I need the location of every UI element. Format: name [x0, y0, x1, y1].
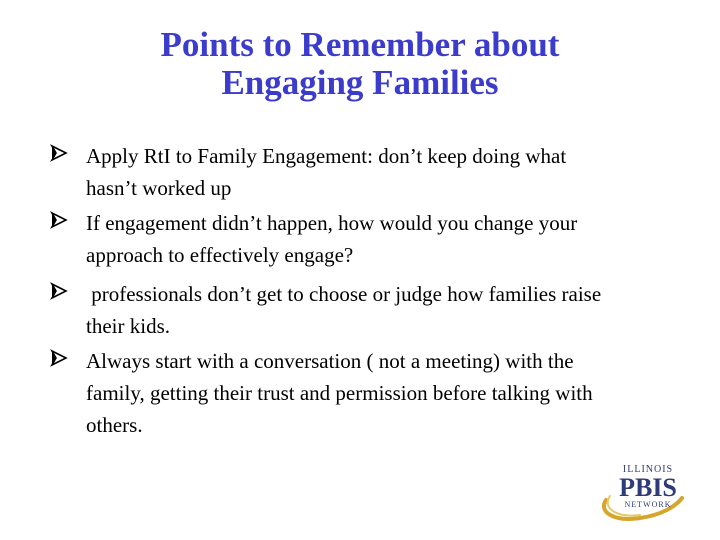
arrow-bullet-icon — [50, 349, 68, 367]
bullet-line: their kids. — [86, 314, 170, 338]
bullet-line: Apply RtI to Family Engagement: don’t keep doing what — [86, 144, 567, 168]
bullet-line: others. — [86, 413, 143, 437]
bullet-line: professionals don’t get to choose or judge how families raise — [86, 282, 602, 306]
bullet-text — [86, 140, 686, 204]
arrow-bullet-icon — [50, 144, 68, 162]
bullet-text — [86, 207, 686, 271]
title-line-2: Engaging Families — [221, 63, 499, 102]
bullet-line: approach to effectively engage? — [86, 243, 354, 267]
logo-top-text: ILLINOIS — [622, 464, 674, 475]
arrow-bullet-icon — [50, 211, 68, 229]
bullet-line: family, getting their trust and permission before talking with — [86, 381, 593, 405]
illinois-pbis-network-logo — [592, 460, 692, 524]
title-line-1: Points to Remember about — [160, 25, 560, 64]
bullet-line: hasn’t worked up — [86, 176, 232, 200]
logo-bottom-text: NETWORK — [624, 500, 672, 509]
arrow-bullet-icon — [50, 282, 68, 300]
logo-main-text: PBIS — [619, 473, 677, 502]
bullet-line: If engagement didn’t happen, how would you change your — [86, 211, 578, 235]
bullet-text — [86, 345, 686, 441]
bullet-text — [86, 278, 686, 342]
bullet-line: Always start with a conversation ( not a meeting) with the — [86, 349, 574, 373]
